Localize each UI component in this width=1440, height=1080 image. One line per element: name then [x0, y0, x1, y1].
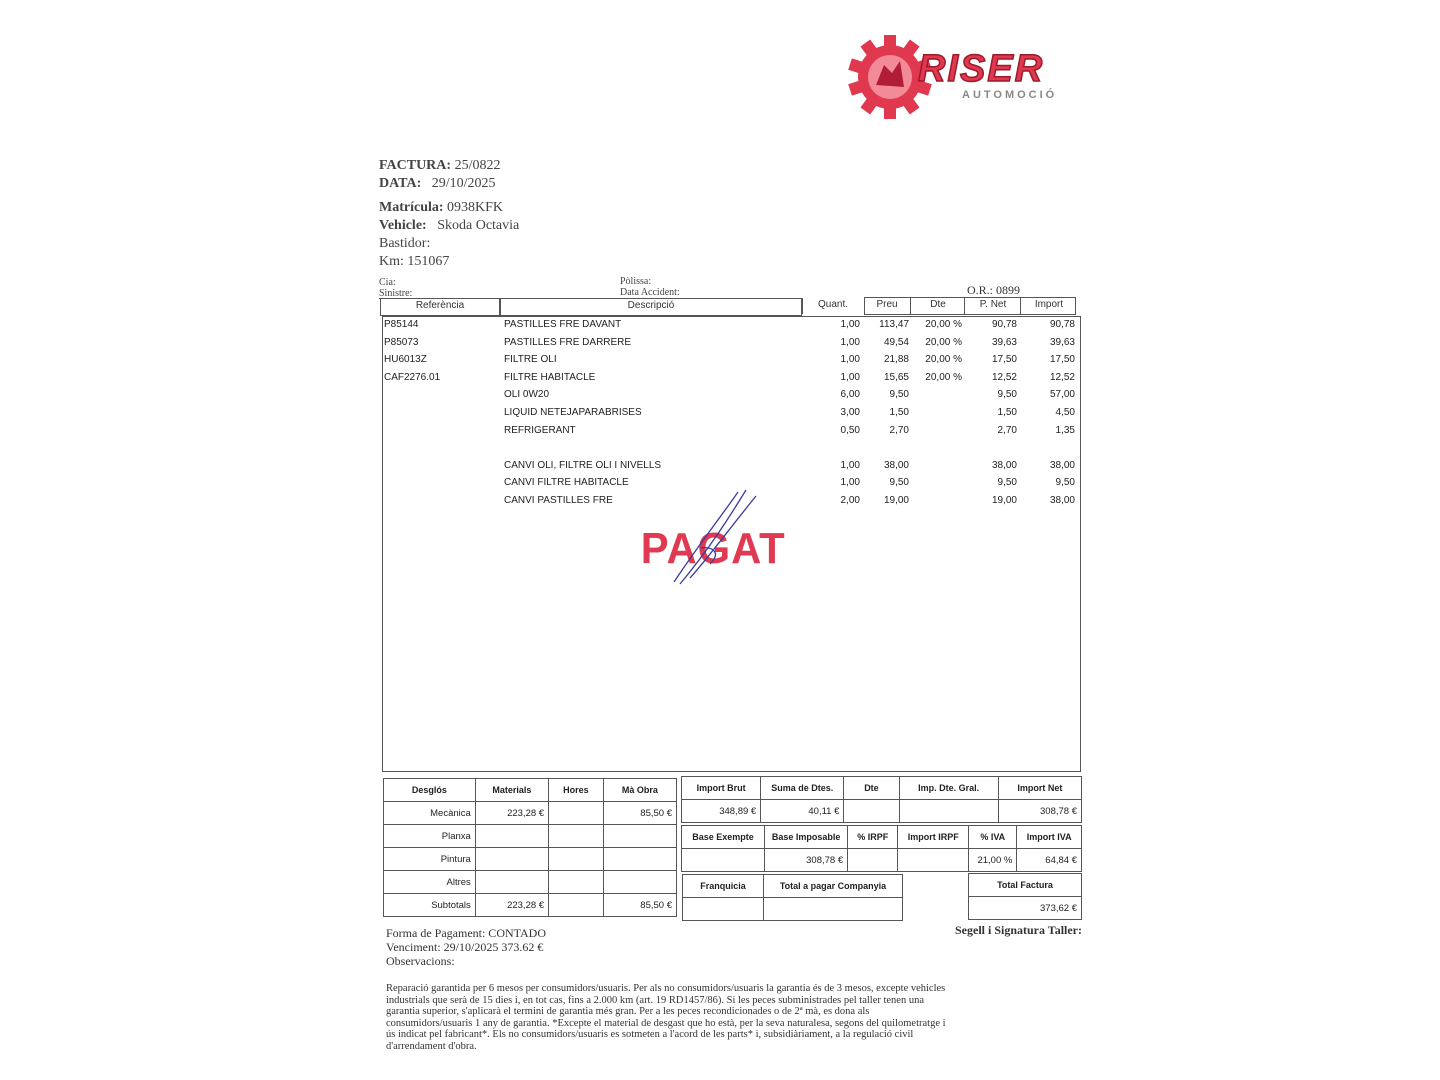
row-net: 1,50 [997, 406, 1017, 418]
row-price: 9,50 [889, 389, 909, 401]
breakdown-header: Desglós [384, 779, 476, 802]
row-discount [909, 422, 962, 440]
sinistre-label: Sinistre: [379, 288, 413, 299]
legal-text [386, 983, 986, 1052]
row-discount: 20,00 % [925, 354, 962, 366]
breakdown-header: Hores [549, 779, 604, 802]
row-amount: 1,35 [1055, 424, 1075, 436]
deductible-value [683, 898, 764, 921]
row-desc: FILTRE OLI [504, 354, 557, 366]
row-amount: 9,50 [1055, 477, 1075, 489]
row-price: 1,50 [889, 406, 909, 418]
breakdown-label: Planxa [384, 825, 476, 848]
totals-header: Imp. Dte. Gral. [899, 777, 998, 800]
breakdown-value [603, 825, 676, 848]
row-price: 21,88 [883, 354, 909, 366]
breakdown-value [549, 871, 604, 894]
row-net: 17,50 [991, 354, 1017, 366]
iva-amount: 64,84 € [1017, 849, 1082, 872]
invoice-total-label: Total Factura [969, 874, 1082, 897]
irpf-amount [898, 849, 969, 872]
row-qty: 1,00 [840, 354, 860, 366]
paid-stamp: PAGAT [640, 524, 786, 573]
row-net: 90,78 [991, 319, 1017, 330]
invoice-date: 29/10/2025 [431, 176, 496, 191]
totals-table [681, 776, 1082, 823]
col-net-price: P. Net [979, 299, 1007, 310]
row-price: 38,00 [883, 459, 909, 471]
irpf-percent [848, 849, 898, 872]
deductible-table [682, 874, 903, 921]
tax-header: Import IVA [1017, 826, 1082, 849]
due-date: Venciment: 29/10/2025 373.62 € [386, 940, 544, 954]
col-reference: Referència [415, 300, 465, 311]
breakdown-value [549, 894, 604, 917]
discount-sum: 40,11 € [761, 800, 844, 823]
row-discount: 20,00 % [925, 319, 962, 330]
table-row [382, 334, 1079, 352]
vehicle-model: Skoda Octavia [437, 218, 520, 233]
discount-value [844, 800, 899, 823]
row-net: 39,63 [991, 336, 1017, 348]
row-desc: CANVI FILTRE HABITACLE [504, 477, 629, 489]
row-ref: CAF2276.01 [384, 371, 441, 383]
factura-label: FACTURA: [379, 158, 452, 173]
table-row [382, 439, 1079, 457]
breakdown-header: Mà Obra [603, 779, 676, 802]
tax-table [681, 825, 1082, 872]
row-qty: 0,50 [840, 424, 860, 436]
table-row [382, 386, 1079, 404]
row-amount: 38,00 [1049, 459, 1075, 471]
row-discount [909, 386, 962, 404]
col-description: Descripció [627, 300, 675, 311]
plate-label: Matrícula: [379, 200, 444, 215]
breakdown-value [603, 848, 676, 871]
table-row [382, 404, 1079, 422]
row-price: 49,54 [883, 336, 909, 348]
row-discount [909, 492, 962, 510]
row-net: 12,52 [991, 371, 1017, 383]
tax-header: Base Exempte [682, 826, 765, 849]
vehicle-label: Vehicle: [379, 218, 427, 233]
table-rows [382, 316, 1079, 510]
row-desc: LIQUID NETEJAPARABRISES [504, 406, 642, 418]
exempt-base [682, 849, 765, 872]
observations-label: Observacions: [386, 954, 455, 968]
payment-method: Forma de Pagament: CONTADO [386, 926, 547, 940]
row-discount: 20,00 % [925, 371, 962, 383]
breakdown-value [549, 848, 604, 871]
tax-header: % IVA [969, 826, 1017, 849]
breakdown-label: Mecànica [384, 802, 476, 825]
breakdown-label: Pintura [384, 848, 476, 871]
general-discount [899, 800, 998, 823]
workshop-signature-label: Segell i Signatura Taller: [955, 923, 1083, 937]
row-amount: 90,78 [1049, 319, 1075, 330]
plate-number: 0938KFK [447, 200, 504, 215]
insurer-total-header: Total a pagar Companyia [764, 875, 903, 898]
breakdown-table [383, 778, 677, 917]
row-qty: 1,00 [840, 459, 860, 471]
col-discount: Dte [930, 299, 946, 310]
row-qty: 3,00 [840, 406, 860, 418]
brand-subtitle: AUTOMOCIÓ [962, 89, 1058, 101]
signature-icon [660, 488, 770, 588]
row-net: 9,50 [997, 389, 1017, 401]
totals-header: Import Brut [682, 777, 761, 800]
row-qty: 1,00 [840, 336, 860, 348]
insurer-total-value [764, 898, 903, 921]
totals-header: Suma de Dtes. [761, 777, 844, 800]
row-amount: 57,00 [1049, 389, 1075, 401]
row-ref: P85073 [384, 336, 419, 348]
row-amount: 17,50 [1049, 354, 1075, 366]
row-price: 9,50 [889, 477, 909, 489]
row-qty: 1,00 [840, 319, 860, 330]
invoice-total-value: 373,62 € [969, 897, 1082, 920]
deductible-header: Franquicia [683, 875, 764, 898]
col-quantity: Quant. [817, 299, 849, 310]
breakdown-value [475, 825, 548, 848]
row-net: 2,70 [997, 424, 1017, 436]
tax-header: % IRPF [848, 826, 898, 849]
tax-header: Base Imposable [765, 826, 848, 849]
row-net: 9,50 [997, 477, 1017, 489]
legal-line: d'arrendament d'obra. [386, 1040, 477, 1052]
breakdown-value [475, 871, 548, 894]
cia-label: Cia: [379, 277, 396, 288]
row-amount: 39,63 [1049, 336, 1075, 348]
col-price: Preu [876, 299, 898, 310]
breakdown-value [475, 848, 548, 871]
row-qty: 2,00 [840, 494, 860, 506]
row-ref: P85144 [384, 319, 419, 330]
breakdown-value: 85,50 € [603, 894, 676, 917]
table-row [382, 351, 1079, 369]
row-desc: FILTRE HABITACLE [504, 371, 596, 383]
breakdown-value: 223,28 € [475, 894, 548, 917]
row-ref: HU6013Z [384, 354, 427, 366]
row-discount [909, 457, 962, 475]
row-discount [909, 474, 962, 492]
row-desc: CANVI PASTILLES FRE [504, 494, 613, 506]
row-desc: PASTILLES FRE DAVANT [504, 319, 622, 330]
km-value: 151067 [407, 254, 450, 269]
table-row [382, 316, 1079, 334]
row-amount: 38,00 [1049, 494, 1075, 506]
or-number: O.R.: 0899 [967, 283, 1021, 297]
breakdown-value [549, 802, 604, 825]
legal-line: industrials que serà de 15 dies i, en tot cas, fins a 2.000 km (art. 19 RD1457/86). Si les peces subministrades pel taller tenen una [386, 994, 925, 1006]
brand-name: RISER [918, 48, 1045, 90]
row-amount: 12,52 [1049, 371, 1075, 383]
km-label: Km: [379, 254, 404, 269]
row-qty: 6,00 [840, 389, 860, 401]
chassis-label: Bastidor: [379, 236, 431, 251]
table-row [382, 369, 1079, 387]
table-row [382, 422, 1079, 440]
row-desc: REFRIGERANT [504, 424, 576, 436]
breakdown-label: Subtotals [384, 894, 476, 917]
factura-number: 25/0822 [454, 158, 501, 173]
net-amount: 308,78 € [998, 800, 1081, 823]
gross-amount: 348,89 € [682, 800, 761, 823]
iva-percent: 21,00 % [969, 849, 1017, 872]
invoice-total-table [968, 873, 1082, 920]
row-discount: 20,00 % [925, 336, 962, 348]
table-row [382, 457, 1079, 475]
row-desc: OLI 0W20 [504, 389, 550, 401]
row-price: 2,70 [889, 424, 909, 436]
taxable-base: 308,78 € [765, 849, 848, 872]
breakdown-value: 85,50 € [603, 802, 676, 825]
row-qty: 1,00 [840, 371, 860, 383]
table-header [380, 297, 1080, 317]
breakdown-header: Materials [475, 779, 548, 802]
row-net: 38,00 [991, 459, 1017, 471]
legal-line: Reparació garantida per 6 mesos per consumidors/usuaris. Per als no consumidors/usuaris la garantia és de 3 mesos, excepte vehicles [386, 983, 946, 994]
row-desc: PASTILLES FRE DARRERE [504, 336, 632, 348]
row-price: 113,47 [879, 319, 909, 330]
breakdown-value [603, 871, 676, 894]
legal-line: consumidors/usuaris 1 any de garantia. *Excepte el material de desgast que ho està, per la seva naturalesa, segons del quilometratge i [386, 1017, 946, 1029]
row-price: 19,00 [883, 494, 909, 506]
row-discount [909, 404, 962, 422]
breakdown-value [549, 825, 604, 848]
brand-logo [846, 34, 1076, 120]
breakdown-label: Altres [384, 871, 476, 894]
row-net: 19,00 [991, 494, 1017, 506]
col-amount: Import [1034, 299, 1064, 310]
row-desc: CANVI OLI, FILTRE OLI I NIVELLS [504, 459, 662, 471]
breakdown-value: 223,28 € [475, 802, 548, 825]
tax-header: Import IRPF [898, 826, 969, 849]
legal-line: ús indicat pel fabricant*. Els no consumidors/usuaris es sotmeten a l'acord de les parts* i, subsidiàriament, a la regulació civil [386, 1029, 914, 1040]
date-label: DATA: [379, 176, 422, 191]
row-price: 15,65 [883, 371, 909, 383]
invoice-header [379, 158, 779, 272]
row-amount: 4,50 [1055, 406, 1075, 418]
totals-header: Dte [844, 777, 899, 800]
row-qty: 1,00 [840, 477, 860, 489]
totals-header: Import Net [998, 777, 1081, 800]
accident-date-label: Data Accident: [620, 287, 680, 298]
legal-line: garantia superior, s'aplicarà el termini de garantia més gran. Per a les peces recondicionades o de 2ª mà, es dona als [386, 1006, 870, 1017]
policy-label: Pòlissa: [620, 276, 652, 287]
payment-info [386, 926, 546, 968]
